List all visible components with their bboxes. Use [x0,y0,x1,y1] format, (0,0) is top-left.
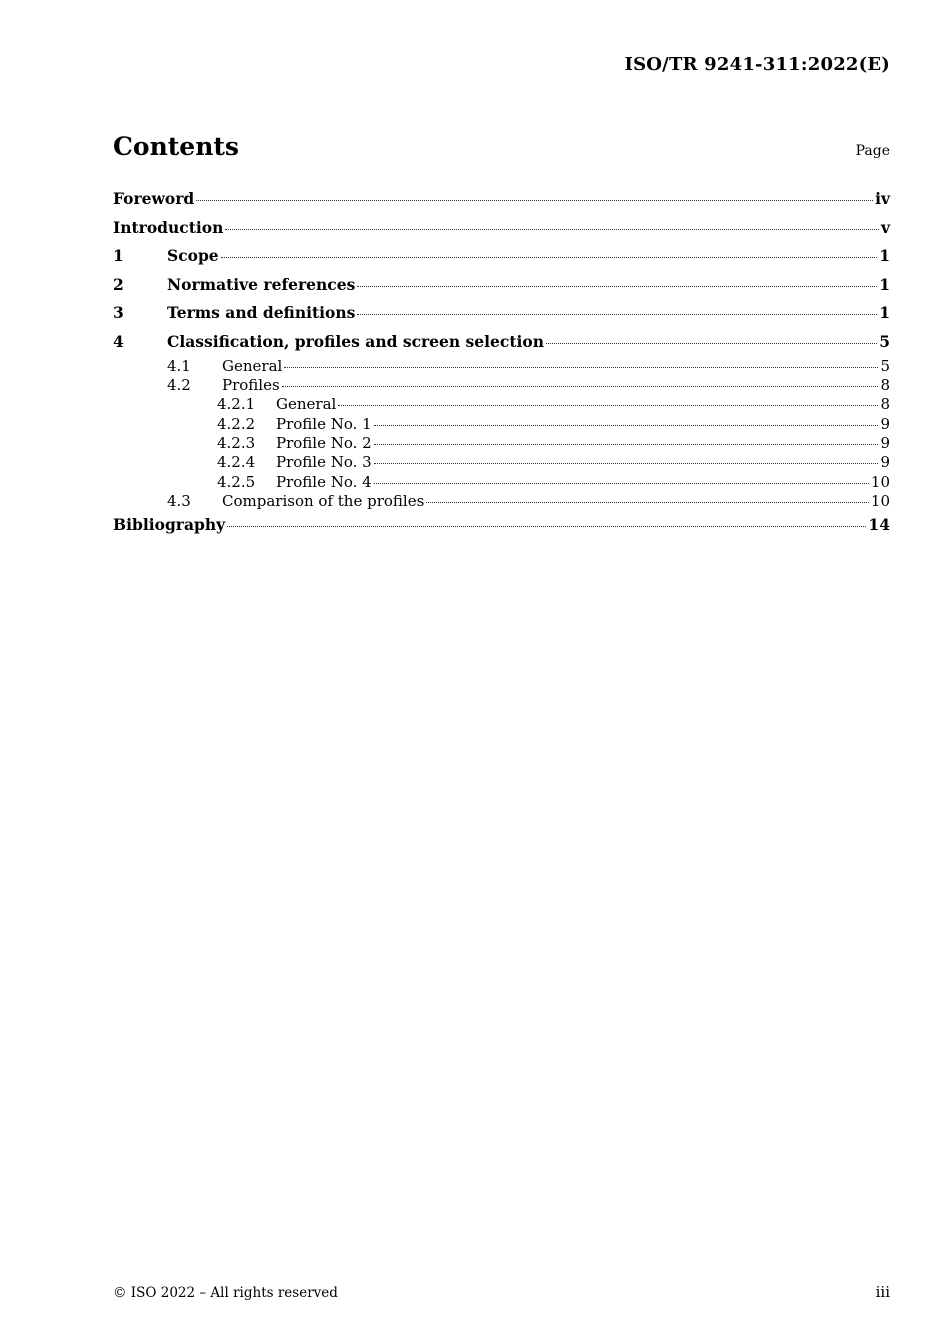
toc-entry-number: 4 [113,331,124,351]
toc-entry-title: Comparison of the profiles [222,491,425,510]
dot-leader [227,526,866,527]
toc-entry-page: 9 [880,453,890,472]
footer-copyright: © ISO 2022 – All rights reserved [113,1285,338,1301]
toc-entry-title: Profile No. 3 [276,453,372,472]
toc-entry-page: 1 [879,303,890,323]
toc-entry-page: 9 [880,414,890,433]
toc-entry-number: 4.3 [167,491,191,510]
toc-entry-title: Normative references [167,274,356,294]
toc-entry[interactable] [113,434,890,453]
toc-entry-title: General [222,356,283,375]
toc-entry[interactable] [113,328,890,357]
toc-entry-number: 3 [113,303,124,323]
toc-entry-number: 4.2.5 [217,472,256,491]
toc-entry-page: 9 [880,433,890,452]
toc-entry[interactable] [113,242,890,271]
toc-entry-page: 14 [868,515,890,535]
toc-entry-page: 1 [879,274,890,294]
toc-entry-page: 10 [870,472,890,491]
dot-leader [374,463,879,464]
dot-leader [374,483,869,484]
dot-leader [196,200,873,201]
toc-entry[interactable] [113,271,890,300]
toc-entry-page: 5 [880,356,890,375]
toc-entry-number: 4.2.2 [217,414,256,433]
dot-leader [338,405,878,406]
toc-entry[interactable] [113,185,890,214]
footer-page-number: iii [875,1283,890,1301]
toc-entry-page: iv [875,189,890,208]
toc-entry-page: v [880,217,890,237]
table-of-contents [113,185,890,540]
toc-entry[interactable] [113,214,890,243]
dot-leader [225,229,879,230]
toc-entry[interactable] [113,453,890,472]
dot-leader [357,286,877,287]
toc-entry-title: Foreword [113,189,195,208]
toc-entry-title: Introduction [113,217,224,237]
toc-entry-page: 8 [880,395,890,414]
toc-entry-page: 1 [879,246,890,266]
dot-leader [426,502,869,503]
dot-leader [221,257,878,258]
contents-heading: Contents [113,132,240,161]
toc-entry[interactable] [113,415,890,434]
toc-entry-title: Bibliography [113,515,226,535]
toc-entry[interactable] [113,376,890,395]
toc-entry[interactable] [113,473,890,492]
toc-entry-page: 10 [870,491,890,510]
page-column-label: Page [855,143,890,159]
toc-entry-title: General [276,395,337,414]
toc-entry-title: Scope [167,246,219,266]
toc-entry-number: 1 [113,246,124,266]
dot-leader [546,343,877,344]
toc-entry-title: Profile No. 4 [276,472,372,491]
toc-entry[interactable] [113,395,890,414]
toc-entry[interactable] [113,511,890,540]
toc-entry-title: Terms and definitions [167,303,356,323]
toc-entry-number: 4.2.3 [217,433,256,452]
toc-entry-page: 8 [880,375,890,394]
toc-entry-title: Profile No. 1 [276,414,372,433]
toc-entry-number: 4.1 [167,356,191,375]
toc-entry-number: 4.2.4 [217,453,256,472]
toc-entry[interactable] [113,357,890,376]
dot-leader [374,444,879,445]
toc-entry-number: 4.2.1 [217,395,256,414]
toc-entry[interactable] [113,299,890,328]
toc-entry-title: Profile No. 2 [276,433,372,452]
toc-entry-title: Classification, profiles and screen selection [167,331,544,351]
dot-leader [374,425,879,426]
toc-entry-number: 2 [113,274,124,294]
toc-entry-title: Profiles [222,375,280,394]
dot-leader [284,367,878,368]
toc-entry-number: 4.2 [167,375,191,394]
toc-entry-page: 5 [879,331,890,351]
dot-leader [282,386,879,387]
toc-entry[interactable] [113,492,890,511]
document-id: ISO/TR 9241-311:2022(E) [624,54,890,75]
dot-leader [357,314,877,315]
